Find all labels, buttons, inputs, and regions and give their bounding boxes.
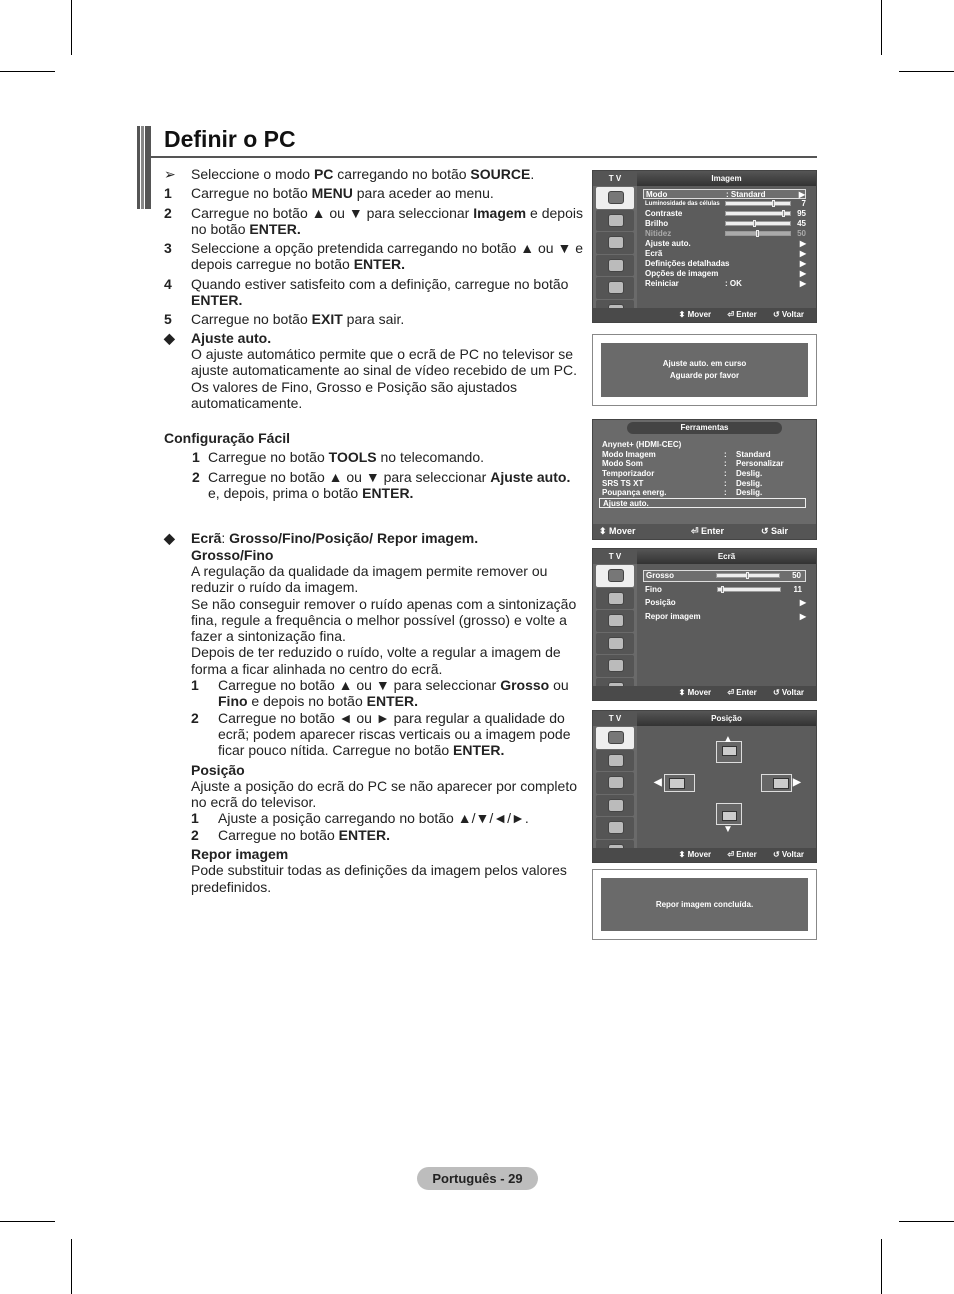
step-number: 2 bbox=[191, 709, 199, 726]
step-text: Ajuste a posição carregando no botão ▲/▼/◄/►. bbox=[218, 810, 529, 827]
osd-item-ecra[interactable] bbox=[645, 249, 806, 259]
step-key: Fino bbox=[218, 693, 248, 710]
paragraph: Se não conseguir remover o ruído apenas com a sintonização fina, regule a frequência o melhor possível (grosso) e volte a fazer a sintonização fina. bbox=[191, 595, 577, 645]
step-key: ENTER. bbox=[249, 220, 301, 237]
slider-handle[interactable] bbox=[772, 200, 775, 207]
step-number: 1 bbox=[191, 810, 199, 827]
intro-line bbox=[164, 166, 584, 182]
step-text: Quando estiver satisfeito com a definição, carregue no botão bbox=[191, 275, 569, 292]
item-label: Opções de imagem bbox=[645, 269, 719, 278]
intro-text: carregando no botão bbox=[333, 166, 471, 182]
osd-item-fino[interactable] bbox=[645, 585, 806, 595]
osd-footer bbox=[593, 308, 816, 322]
message-body bbox=[601, 343, 808, 397]
osd-position-area bbox=[637, 726, 816, 848]
screen-heading-sep: : bbox=[221, 530, 230, 547]
arrow-left-icon[interactable]: ◀ bbox=[654, 777, 662, 788]
item-label: Nitidez bbox=[645, 229, 672, 238]
position-down-box[interactable] bbox=[716, 803, 742, 825]
step-key: TOOLS bbox=[328, 449, 377, 466]
tools-label: Modo Som bbox=[602, 459, 643, 469]
osd-item-posicao[interactable] bbox=[645, 598, 806, 608]
tools-item[interactable] bbox=[602, 459, 806, 469]
message-line: Ajuste auto. em curso bbox=[662, 359, 747, 368]
step-number: 4 bbox=[164, 275, 172, 292]
osd-item-ajuste[interactable] bbox=[645, 239, 806, 249]
easy-heading: Configuração Fácil bbox=[164, 430, 291, 447]
osd-footer bbox=[593, 686, 816, 700]
screen-heading: Ecrã bbox=[191, 530, 222, 547]
tools-label: SRS TS XT bbox=[602, 478, 644, 488]
input-icon[interactable] bbox=[596, 277, 634, 299]
step-number: 2 bbox=[191, 826, 199, 843]
move-hint: ⬍ Mover bbox=[678, 850, 712, 859]
tools-value: Deslig. bbox=[736, 478, 763, 488]
step-key: EXIT bbox=[311, 311, 343, 328]
item-value: 11 bbox=[793, 585, 802, 594]
picture-icon[interactable] bbox=[596, 187, 634, 209]
message-line: Aguarde por favor bbox=[669, 371, 740, 380]
tools-label: Ajuste auto. bbox=[603, 499, 649, 509]
hint-label: Voltar bbox=[781, 310, 804, 319]
tools-colon: : bbox=[724, 488, 727, 498]
tools-label: Anynet+ (HDMI-CEC) bbox=[602, 440, 682, 449]
arrow-right-icon[interactable]: ▶ bbox=[793, 777, 801, 788]
instructions bbox=[164, 166, 584, 895]
step-text: e depois no botão bbox=[247, 693, 367, 710]
step-number: 1 bbox=[164, 185, 172, 202]
step-text: e depois no botão bbox=[191, 204, 583, 237]
slider-handle bbox=[756, 230, 759, 237]
diamond-icon: ◆ bbox=[164, 329, 175, 346]
return-hint: ↺ Voltar bbox=[772, 310, 804, 319]
step-number: 1 bbox=[191, 677, 199, 694]
step-text: Carregue no botão ▲ ou ▼ para seleccionar bbox=[208, 468, 491, 485]
osd-ecra-menu bbox=[592, 548, 817, 701]
screen-section bbox=[164, 530, 584, 895]
item-value: : OK bbox=[725, 279, 742, 288]
step-text: ou bbox=[549, 677, 569, 694]
item-value: 95 bbox=[797, 209, 806, 218]
hint-label: Mover bbox=[687, 688, 712, 697]
screen-heading-items: Grosso/Fino/Posição/ Repor imagem. bbox=[229, 530, 479, 547]
item-label: Definições detalhadas bbox=[645, 259, 730, 268]
arrow-down-icon[interactable]: ▼ bbox=[723, 824, 733, 835]
step-text: Carregue no botão ▲ ou ▼ para seleccionar bbox=[191, 204, 474, 221]
step-key: Ajuste auto. bbox=[490, 468, 571, 485]
return-hint: ↺ Voltar bbox=[772, 688, 804, 697]
auto-adjust-message bbox=[592, 334, 817, 406]
step-number: 1 bbox=[192, 449, 200, 466]
arrow-right-icon: ▶ bbox=[799, 598, 806, 607]
step-number: 3 bbox=[164, 240, 172, 257]
item-label: Fino bbox=[645, 585, 662, 594]
osd-main bbox=[637, 564, 816, 686]
screen-step bbox=[191, 827, 584, 843]
tools-item[interactable] bbox=[602, 488, 806, 498]
slider[interactable] bbox=[725, 201, 791, 206]
crop-mark bbox=[899, 1221, 954, 1222]
tools-colon: : bbox=[724, 459, 727, 469]
tools-colon: : bbox=[724, 469, 727, 479]
step-text: Carregue no botão bbox=[191, 311, 312, 328]
paragraph: A regulação da qualidade da imagem permite remover ou reduzir o ruído da imagem. bbox=[191, 562, 548, 596]
hint-label: Mover bbox=[687, 850, 712, 859]
arrow-right-icon: ▶ bbox=[799, 259, 806, 268]
tools-menu bbox=[592, 419, 817, 540]
hint-label: Enter bbox=[701, 526, 725, 536]
osd-item-grosso[interactable] bbox=[643, 570, 806, 582]
paragraph: Ajuste a posição do ecrã do PC se não aparecer por completo no ecrã do televisor. bbox=[191, 777, 578, 811]
tools-list bbox=[602, 440, 806, 508]
hint-label: Mover bbox=[609, 526, 636, 536]
posicao-heading: Posição bbox=[191, 761, 245, 778]
item-label: Ecrã bbox=[645, 249, 663, 258]
hint-label: Voltar bbox=[781, 688, 804, 697]
intro-text: Seleccione o modo bbox=[191, 166, 314, 182]
arrow-right-icon: ▶ bbox=[799, 269, 806, 278]
tools-label: Temporizador bbox=[602, 469, 655, 479]
step-key: ENTER. bbox=[191, 292, 243, 309]
repor-heading: Repor imagem bbox=[191, 845, 289, 862]
step-key: ENTER. bbox=[366, 693, 418, 710]
tools-item[interactable] bbox=[602, 440, 806, 450]
reset-complete-message bbox=[592, 869, 817, 940]
paragraph: Depois de ter reduzido o ruído, volte a regular a imagem de forma a ficar alinhada no centro do ecrã. bbox=[191, 644, 561, 677]
step-text: Carregue no botão bbox=[191, 185, 312, 202]
item-label: Contraste bbox=[645, 209, 683, 218]
auto-section bbox=[164, 330, 584, 411]
osd-imagem-menu bbox=[592, 170, 817, 323]
step-key: Grosso bbox=[500, 677, 550, 694]
arrow-right-icon: ▶ bbox=[799, 279, 806, 288]
step bbox=[164, 276, 584, 309]
arrow-right-icon: ▶ bbox=[799, 612, 806, 621]
step-text: Seleccione a opção pretendida carregando no botão ▲ ou ▼ e depois carregue no botão bbox=[191, 240, 583, 273]
arrow-icon: ➢ bbox=[164, 166, 176, 182]
osd-tab-title: Posição bbox=[637, 711, 816, 726]
osd-item-nitidez bbox=[645, 229, 806, 239]
move-hint: ⬍ Mover bbox=[599, 526, 636, 536]
step-text: Carregue no botão ▲ ou ▼ para seleccionar bbox=[218, 677, 501, 694]
osd-item-definicoes[interactable] bbox=[645, 259, 806, 269]
crop-mark bbox=[881, 1239, 882, 1294]
input-icon[interactable] bbox=[596, 817, 634, 839]
intro-pc: PC bbox=[313, 166, 334, 182]
item-label: Posição bbox=[645, 598, 676, 607]
exit-hint: ↺ Sair bbox=[761, 526, 789, 536]
osd-item-contraste[interactable] bbox=[645, 209, 806, 219]
step-key: ENTER. bbox=[353, 256, 406, 273]
step-key: MENU bbox=[311, 185, 353, 202]
osd-item-reiniciar[interactable] bbox=[645, 279, 806, 289]
osd-sidebar bbox=[593, 564, 637, 686]
osd-footer bbox=[593, 848, 816, 862]
easy-step bbox=[180, 449, 584, 465]
tools-value: Deslig. bbox=[736, 488, 763, 498]
osd-item-luminosidade[interactable] bbox=[645, 199, 806, 209]
page-footer: Português - 29 bbox=[417, 1167, 538, 1190]
move-hint: ⬍ Mover bbox=[678, 310, 712, 319]
input-icon[interactable] bbox=[596, 655, 634, 677]
intro-source: SOURCE bbox=[470, 166, 531, 182]
crop-mark bbox=[71, 0, 72, 55]
channel-icon[interactable] bbox=[596, 772, 634, 794]
step bbox=[164, 240, 584, 273]
step-number: 2 bbox=[164, 204, 172, 221]
tools-value: Personalizar bbox=[736, 459, 784, 469]
arrow-right-icon: ▶ bbox=[798, 190, 805, 199]
osd-item-opcoes[interactable] bbox=[645, 269, 806, 279]
item-label: Repor imagem bbox=[645, 612, 701, 621]
screen-step bbox=[191, 677, 584, 710]
osd-main bbox=[637, 186, 816, 308]
sound-icon[interactable] bbox=[596, 750, 634, 772]
hint-label: Voltar bbox=[781, 850, 804, 859]
step-number: 2 bbox=[192, 468, 200, 485]
tools-item[interactable] bbox=[602, 450, 806, 460]
easy-step bbox=[180, 469, 584, 502]
position-left-box[interactable] bbox=[664, 774, 695, 792]
osd-sidebar bbox=[593, 726, 637, 848]
slider-handle[interactable] bbox=[721, 586, 724, 593]
slider[interactable] bbox=[716, 573, 780, 578]
osd-sidebar bbox=[593, 186, 637, 308]
paragraph: Pode substituir todas as definições da imagem pelos valores predefinidos. bbox=[191, 862, 567, 895]
item-label: Grosso bbox=[646, 571, 675, 580]
enter-hint: ⏎ Enter bbox=[691, 526, 725, 536]
step bbox=[164, 205, 584, 238]
step-text: para aceder ao menu. bbox=[352, 185, 494, 202]
picture-icon[interactable] bbox=[596, 565, 634, 587]
step-text: e, depois, prima o botão bbox=[208, 485, 363, 502]
hint-label: Enter bbox=[736, 688, 757, 697]
step-key: ENTER. bbox=[338, 826, 390, 843]
setup-icon[interactable] bbox=[596, 633, 634, 655]
item-label: Ajuste auto. bbox=[645, 239, 691, 248]
osd-tv-label: T V bbox=[593, 171, 637, 186]
screen-step bbox=[191, 710, 584, 759]
tools-colon: : bbox=[724, 449, 727, 459]
auto-body: O ajuste automático permite que o ecrã de PC no televisor se ajuste automaticamente ao sinal de vídeo recebido de um PC. Os valores de Fino, Grosso e Posição são ajustados automaticamente. bbox=[191, 345, 578, 411]
item-label: Luminosidade das células bbox=[645, 201, 720, 207]
osd-tab-title: Imagem bbox=[637, 171, 816, 186]
tools-colon: : bbox=[724, 478, 727, 488]
slider-handle[interactable] bbox=[746, 572, 749, 579]
crop-mark bbox=[0, 71, 55, 72]
step-number: 5 bbox=[164, 311, 172, 328]
item-value: : Standard bbox=[726, 190, 766, 199]
enter-hint: ⏎ Enter bbox=[727, 850, 757, 859]
item-value: 7 bbox=[801, 199, 806, 208]
sound-icon[interactable] bbox=[596, 588, 634, 610]
slider-handle[interactable] bbox=[782, 210, 785, 217]
screen-step bbox=[191, 810, 584, 826]
item-label: Brilho bbox=[645, 219, 669, 228]
osd-item-modo[interactable] bbox=[643, 189, 806, 199]
osd-tv-label: T V bbox=[593, 711, 637, 726]
channel-icon[interactable] bbox=[596, 232, 634, 254]
step-text: Carregue no botão bbox=[208, 449, 329, 466]
step bbox=[164, 185, 584, 201]
move-hint: ⬍ Mover bbox=[678, 688, 712, 697]
step-key: ENTER. bbox=[453, 742, 505, 759]
diamond-icon: ◆ bbox=[164, 530, 175, 547]
enter-hint: ⏎ Enter bbox=[727, 310, 757, 319]
crop-mark bbox=[881, 0, 882, 55]
hint-label: Sair bbox=[771, 526, 789, 536]
arrow-right-icon: ▶ bbox=[799, 239, 806, 248]
osd-tab-title: Ecrã bbox=[637, 549, 816, 564]
step-text: no telecomando. bbox=[376, 449, 485, 466]
tools-header: Ferramentas bbox=[627, 422, 782, 434]
item-value: 45 bbox=[797, 219, 806, 228]
osd-item-brilho[interactable] bbox=[645, 219, 806, 229]
item-value: 50 bbox=[797, 229, 806, 238]
item-label: Reiniciar bbox=[645, 279, 679, 288]
position-right-box[interactable] bbox=[761, 774, 792, 792]
message-body bbox=[601, 878, 808, 931]
enter-hint: ⏎ Enter bbox=[727, 688, 757, 697]
tools-item-selected[interactable] bbox=[599, 498, 806, 508]
setup-icon[interactable] bbox=[596, 795, 634, 817]
sound-icon[interactable] bbox=[596, 210, 634, 232]
crop-mark bbox=[899, 71, 954, 72]
osd-item-repor[interactable] bbox=[645, 612, 806, 622]
picture-icon[interactable] bbox=[596, 727, 634, 749]
page-title: Definir o PC bbox=[164, 126, 296, 152]
title-rule bbox=[151, 156, 817, 158]
hint-label: Enter bbox=[736, 850, 757, 859]
slider bbox=[725, 231, 791, 236]
tools-value: Standard bbox=[736, 449, 771, 459]
item-label: Modo bbox=[646, 190, 668, 199]
tools-label: Modo Imagem bbox=[602, 449, 656, 459]
step-text: Carregue no botão bbox=[218, 826, 339, 843]
step-key: Imagem bbox=[473, 204, 527, 221]
tools-value: Deslig. bbox=[736, 469, 763, 479]
step-key: ENTER. bbox=[362, 485, 414, 502]
tools-label: Poupança energ. bbox=[602, 488, 667, 498]
slider-handle[interactable] bbox=[753, 220, 756, 227]
arrow-right-icon: ▶ bbox=[799, 249, 806, 258]
tools-footer bbox=[593, 524, 816, 539]
arrow-up-icon[interactable]: ▲ bbox=[723, 734, 733, 745]
setup-icon[interactable] bbox=[596, 255, 634, 277]
osd-tv-label: T V bbox=[593, 549, 637, 564]
step bbox=[164, 311, 584, 327]
crop-mark bbox=[0, 1221, 55, 1222]
channel-icon[interactable] bbox=[596, 610, 634, 632]
auto-heading: Ajuste auto. bbox=[191, 329, 272, 346]
item-value: 50 bbox=[792, 571, 801, 580]
step-text: Carregue no botão ◄ ou ► para regular a qualidade do ecrã; podem aparecer riscas verticais ou a imagem pode ficar pouco nítida. Carregue no botão bbox=[218, 709, 571, 759]
intro-text: . bbox=[530, 166, 535, 182]
tools-item[interactable] bbox=[602, 479, 806, 489]
crop-mark bbox=[71, 1239, 72, 1294]
title-decoration bbox=[137, 126, 151, 209]
hint-label: Mover bbox=[687, 310, 712, 319]
step-text: para sair. bbox=[342, 311, 405, 328]
tools-item[interactable] bbox=[602, 469, 806, 479]
message-line: Repor imagem concluída. bbox=[655, 899, 754, 909]
return-hint: ↺ Voltar bbox=[772, 850, 804, 859]
slider[interactable] bbox=[725, 211, 791, 216]
slider[interactable] bbox=[717, 587, 781, 592]
slider[interactable] bbox=[725, 221, 791, 226]
hint-label: Enter bbox=[736, 310, 757, 319]
osd-posicao-menu bbox=[592, 710, 817, 863]
grosso-fino-heading: Grosso/Fino bbox=[191, 546, 274, 563]
